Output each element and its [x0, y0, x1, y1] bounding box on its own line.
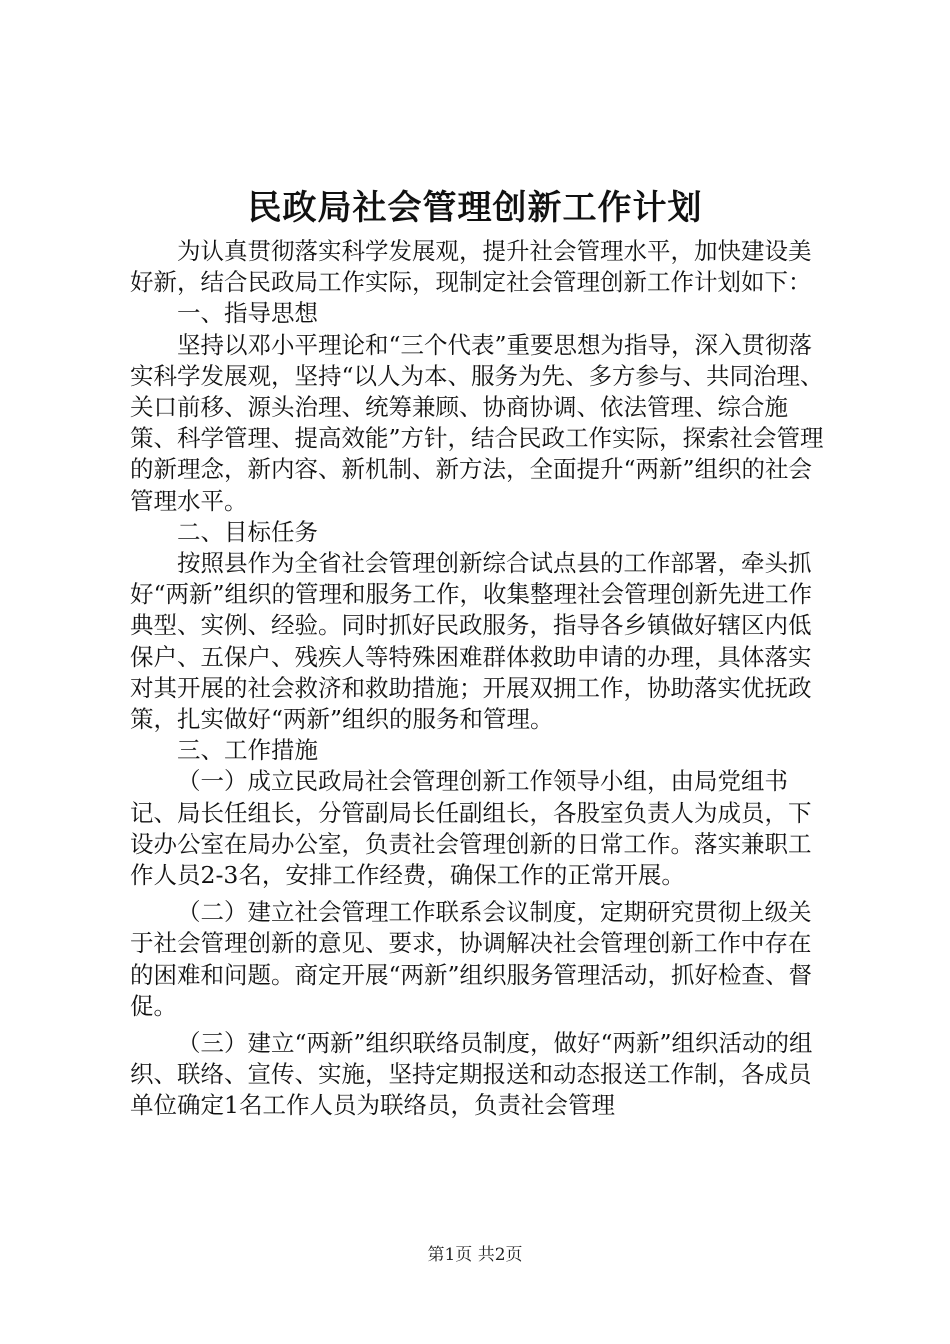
section-heading-work-measures: 三、工作措施	[177, 736, 318, 765]
page-footer: 第1页 共2页	[427, 1245, 523, 1265]
document-body	[130, 236, 830, 1122]
section-paragraph-goals-tasks: 按照县作为全省社会管理创新综合试点县的工作部署，牵头抓好“两新”组织的管理和服务工作，收集整理社会管理创新先进工作典型、实例、经验。同时抓好民政服务，指导各乡镇做好辖区内低保户、五保户、残疾人等特殊困难群体救助申请的办理，具体落实对其开展的社会救济和救助措施；开展双拥工作，协助落实优抚政策，扎实做好“两新”组织的服务和管理。	[130, 549, 813, 734]
measure-item-1: （一）成立民政局社会管理创新工作领导小组，由局党组书记、局长任组长，分管副局长任副组长，各股室负责人为成员，下设办公室在局办公室，负责社会管理创新的日常工作。落实兼职工作人员2-3名，安排工作经费，确保工作的正常开展。	[130, 767, 812, 890]
section-heading-guiding-ideology: 一、指导思想	[177, 299, 318, 328]
section-heading-goals-tasks: 二、目标任务	[177, 517, 318, 546]
measure-item-3: （三）建立“两新”组织联络员制度，做好“两新”组织活动的组织、联络、宣传、实施，坚持定期报送和动态报送工作制，各成员单位确定1名工作人员为联络员，负责社会管理	[130, 1029, 813, 1120]
section-paragraph-guiding-ideology: 坚持以邓小平理论和“三个代表”重要思想为指导，深入贯彻落实科学发展观，坚持“以人为本、服务为先、多方参与、共同治理、关口前移、源头治理、统筹兼顾、协商协调、依法管理、综合施策、科学管理、提高效能”方针，结合民政工作实际，探索社会管理的新理念，新内容、新机制、新方法，全面提升“两新”组织的社会管理水平。	[130, 330, 824, 515]
intro-paragraph: 为认真贯彻落实科学发展观，提升社会管理水平，加快建设美好新，结合民政局工作实际，现制定社会管理创新工作计划如下：	[130, 237, 812, 297]
document-title: 民政局社会管理创新工作计划	[247, 188, 703, 228]
measure-item-2: （二）建立社会管理工作联系会议制度，定期研究贯彻上级关于社会管理创新的意见、要求，协调解决社会管理创新工作中存在的困难和问题。商定开展“两新”组织服务管理活动，抓好检查、督促。	[130, 898, 813, 1020]
